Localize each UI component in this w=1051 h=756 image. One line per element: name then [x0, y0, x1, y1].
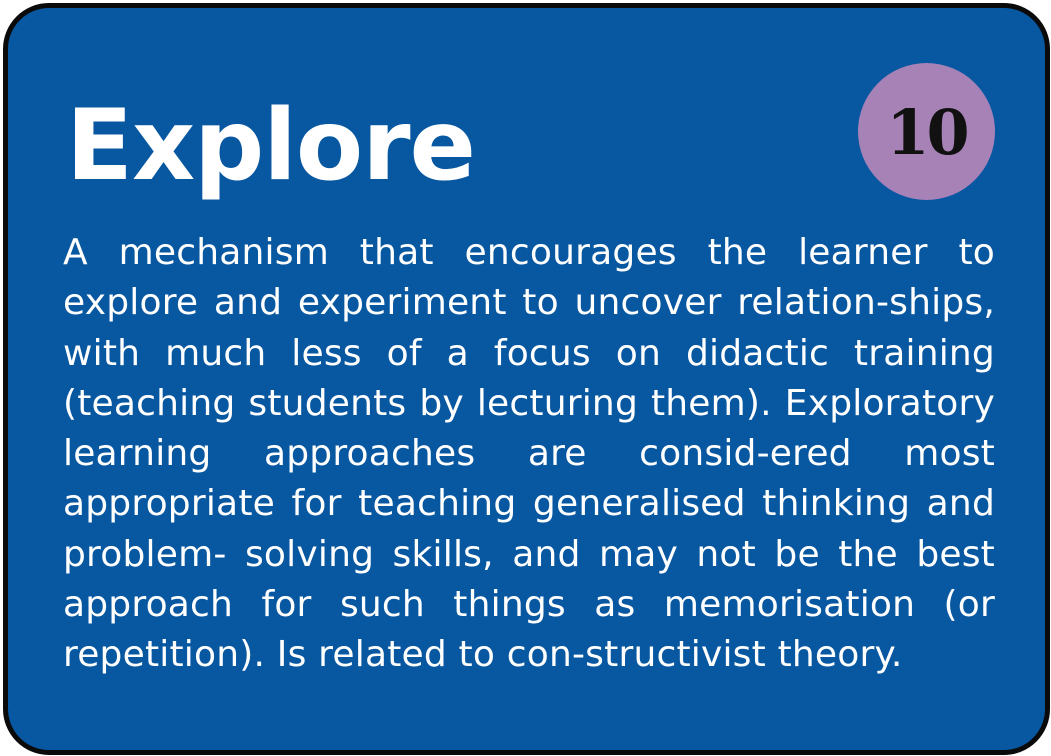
- glossary-card: [3, 3, 1050, 755]
- card-number: 10: [886, 96, 967, 169]
- card-description: A mechanism that encourages the learner to explore and experiment to uncover relation-ships, with much less of a focus on didactic training (teaching students by lecturing them). Exploratory learning approaches are consid-ered most appropriate for teaching generalised thinking and problem- solving skills, and may not be the best approach for such things as memorisation (or repetition). Is related to con-structivist theory.: [63, 232, 995, 676]
- card-title: Explore: [66, 89, 476, 203]
- card-number-badge: [858, 63, 995, 200]
